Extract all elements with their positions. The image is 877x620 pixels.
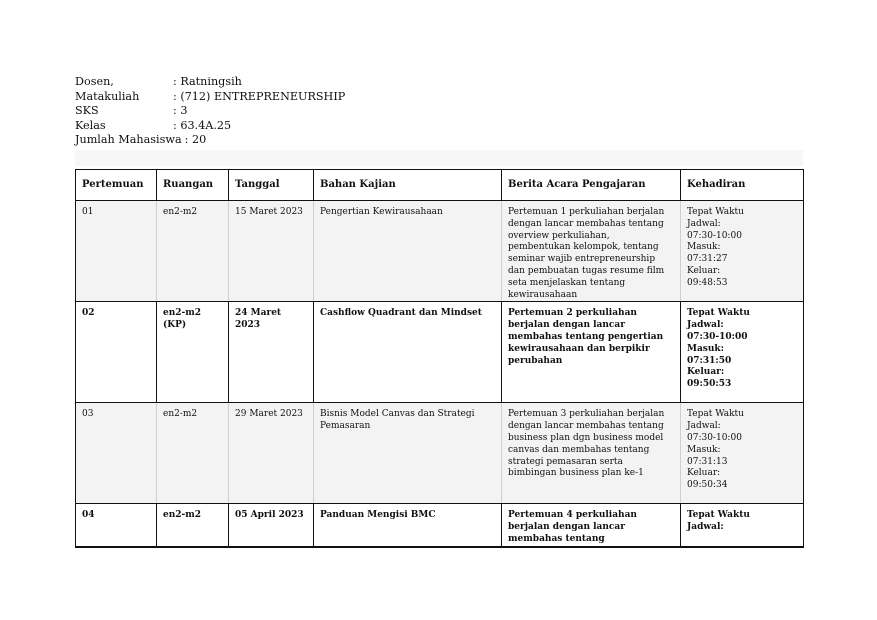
cell-tanggal: 15 Maret 2023 <box>229 201 314 302</box>
col-berita-acara: Berita Acara Pengajaran <box>502 170 681 201</box>
info-label: Dosen, <box>75 75 114 88</box>
info-jumlah <box>75 133 345 148</box>
info-dosen <box>75 75 345 90</box>
keluar-label: Keluar: <box>687 265 721 276</box>
table-row <box>76 201 804 302</box>
table-header-row <box>76 170 804 201</box>
cell-berita-acara: Pertemuan 2 perkuliahan berjalan dengan lancar membahas tentang pengertian kewirausahaan dan berpikir perubahan <box>502 302 681 403</box>
info-label: Jumlah Mahasiswa <box>75 133 182 146</box>
attendance-table <box>75 169 804 548</box>
attendance-status: Tepat Waktu <box>687 510 750 521</box>
cell-bahan-kajian: Bisnis Model Canvas dan Strategi Pemasaran <box>314 403 502 504</box>
jadwal-value: 07:30-10:00 <box>687 331 748 342</box>
info-value: : 3 <box>173 104 188 117</box>
cell-pertemuan: 02 <box>76 302 157 403</box>
cell-berita-acara: Pertemuan 1 perkuliahan berjalan dengan lancar membahas tentang overview perkuliahan, pembentukan kelompok, tentang seminar wajib entrepreneurship dan pembuatan tugas resume film seta menjelaskan tentang kewirausahaan <box>502 201 681 302</box>
masuk-value: 07:31:50 <box>687 355 732 366</box>
jadwal-label: Jadwal: <box>687 421 721 432</box>
table-row <box>76 403 804 504</box>
attendance-status: Tepat Waktu <box>687 308 750 319</box>
col-ruangan: Ruangan <box>157 170 229 201</box>
info-sks <box>75 104 345 119</box>
col-kehadiran: Kehadiran <box>681 170 804 201</box>
info-label: SKS <box>75 104 99 117</box>
cell-bahan-kajian: Pengertian Kewirausahaan <box>314 201 502 302</box>
cell-pertemuan: 01 <box>76 201 157 302</box>
cell-tanggal: 24 Maret 2023 <box>229 302 314 403</box>
keluar-label: Keluar: <box>687 367 725 378</box>
info-value: : 63.4A.25 <box>173 118 232 132</box>
cell-ruangan: en2-m2 (KP) <box>157 302 229 403</box>
attendance-status: Tepat Waktu <box>687 207 744 217</box>
jadwal-label: Jadwal: <box>687 218 721 229</box>
keluar-value: 09:50:53 <box>687 379 732 390</box>
keluar-value: 09:48:53 <box>687 277 728 288</box>
cell-pertemuan: 04 <box>76 504 157 547</box>
cell-ruangan: en2-m2 <box>157 403 229 504</box>
attendance-status: Tepat Waktu <box>687 409 744 420</box>
cell-tanggal: 05 April 2023 <box>229 504 314 547</box>
info-value: : (712) ENTREPRENEURSHIP <box>173 89 346 103</box>
info-kelas <box>75 119 345 134</box>
masuk-label: Masuk: <box>687 242 721 253</box>
cell-kehadiran <box>681 403 804 504</box>
keluar-label: Keluar: <box>687 468 721 479</box>
info-label: Matakuliah <box>75 89 140 103</box>
jadwal-label: Jadwal: <box>687 320 724 331</box>
header-band <box>75 150 803 166</box>
jadwal-value: 07:30-10:00 <box>687 432 742 443</box>
cell-kehadiran <box>681 302 804 403</box>
cell-tanggal: 29 Maret 2023 <box>229 403 314 504</box>
course-info <box>75 75 345 148</box>
cell-pertemuan: 03 <box>76 403 157 504</box>
cell-berita-acara: Pertemuan 3 perkuliahan berjalan dengan lancar membahas tentang business plan dgn business model canvas dan membahas tentang strategi pemasaran serta bimbingan business plan ke-1 <box>502 403 681 504</box>
masuk-value: 07:31:13 <box>687 456 728 467</box>
keluar-value: 09:50:34 <box>687 480 728 491</box>
table-row <box>76 504 804 547</box>
info-value: : Ratningsih <box>173 75 242 88</box>
masuk-label: Masuk: <box>687 343 724 354</box>
masuk-label: Masuk: <box>687 444 721 455</box>
col-pertemuan: Pertemuan <box>76 170 157 201</box>
info-matakuliah <box>75 90 345 105</box>
jadwal-label: Jadwal: <box>687 522 724 533</box>
col-tanggal: Tanggal <box>229 170 314 201</box>
cell-kehadiran <box>681 504 804 547</box>
info-value: : 20 <box>184 133 207 146</box>
cell-kehadiran <box>681 201 804 302</box>
table-row <box>76 302 804 403</box>
col-bahan-kajian: Bahan Kajian <box>314 170 502 201</box>
cell-ruangan: en2-m2 <box>157 201 229 302</box>
masuk-value: 07:31:27 <box>687 254 728 265</box>
cell-berita-acara: Pertemuan 4 perkuliahan berjalan dengan lancar membahas tentang <box>502 504 681 547</box>
info-label: Kelas <box>75 118 106 132</box>
cell-bahan-kajian: Panduan Mengisi BMC <box>314 504 502 547</box>
cell-ruangan: en2-m2 <box>157 504 229 547</box>
cell-bahan-kajian: Cashflow Quadrant dan Mindset <box>314 302 502 403</box>
jadwal-value: 07:30-10:00 <box>687 230 742 241</box>
